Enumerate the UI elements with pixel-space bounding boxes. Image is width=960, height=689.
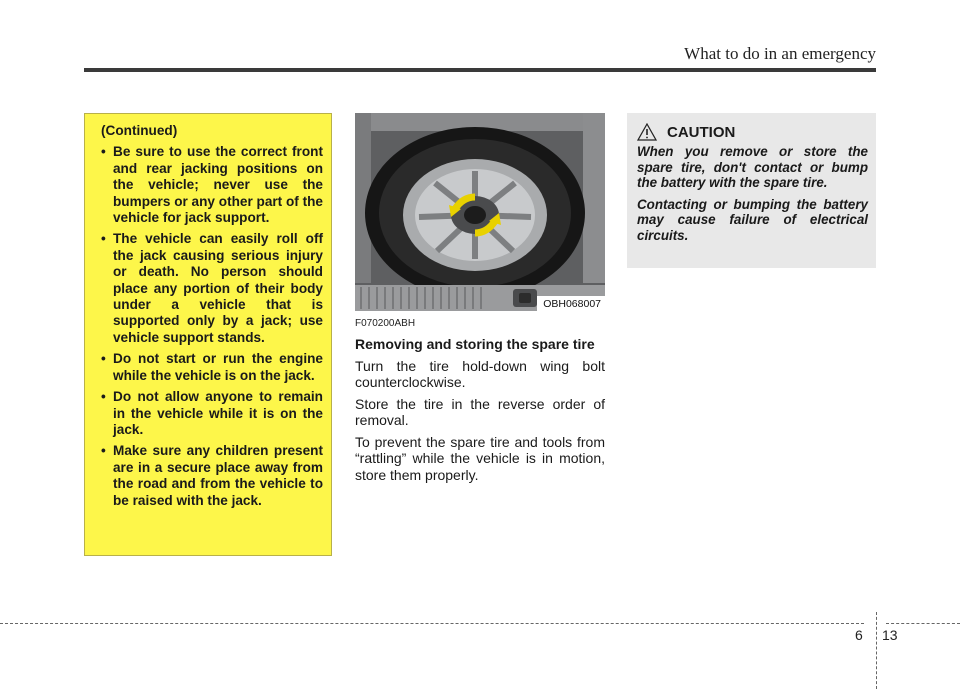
spare-tire-photo <box>355 113 605 311</box>
caution-heading <box>637 123 868 141</box>
section-header-title: What to do in an emergency <box>684 44 876 63</box>
caution-box <box>627 113 876 268</box>
header-rule <box>84 68 876 72</box>
warning-item: • Do not allow anyone to remain in the vehicle while it is on the jack. <box>93 389 323 438</box>
body-paragraph: Turn the tire hold-down wing bolt counterclockwise. <box>355 357 605 390</box>
warning-item: • The vehicle can easily roll off the jack causing serious injury or death. No person should place any portion of their body under a vehicle that is supported only by a jack; use vehicle support stands. <box>93 231 323 346</box>
section-code: F070200ABH <box>355 318 416 329</box>
section-title: Removing and storing the spare tire <box>355 336 595 352</box>
footer-rule <box>886 623 960 624</box>
warning-item: • Be sure to use the correct front and rear jacking positions on the vehicle; never use the bumpers or any other part of the vehicle for jack support. <box>93 144 323 226</box>
section-body <box>355 358 605 484</box>
warning-item: • Do not start or run the engine while the vehicle is on the jack. <box>93 351 323 384</box>
body-paragraph: To prevent the spare tire and tools from “rattling” while the vehicle is in motion, store them properly. <box>355 433 605 483</box>
page-number: 13 <box>882 627 898 643</box>
warning-triangle-icon <box>637 123 657 141</box>
warning-box <box>84 113 332 556</box>
caution-title: CAUTION <box>667 123 736 141</box>
continued-label: (Continued) <box>101 123 178 138</box>
warning-item: • Make sure any children present are in a secure place away from the road and from the vehicle to be raised with the jack. <box>93 443 323 509</box>
chapter-number: 6 <box>855 627 863 643</box>
instructions-column <box>355 113 605 483</box>
figure-code: OBH068007 <box>537 296 605 311</box>
footer-divider <box>876 612 877 689</box>
footer-rule <box>0 623 864 624</box>
caution-paragraph: Contacting or bumping the battery may cause failure of electrical circuits. <box>637 196 868 243</box>
body-paragraph: Store the tire in the reverse order of removal. <box>355 395 605 428</box>
caution-paragraph: When you remove or store the spare tire, don't contact or bump the battery with the spare tire. <box>637 144 868 191</box>
warning-list <box>93 144 323 509</box>
spare-tire-illustration <box>355 113 605 311</box>
